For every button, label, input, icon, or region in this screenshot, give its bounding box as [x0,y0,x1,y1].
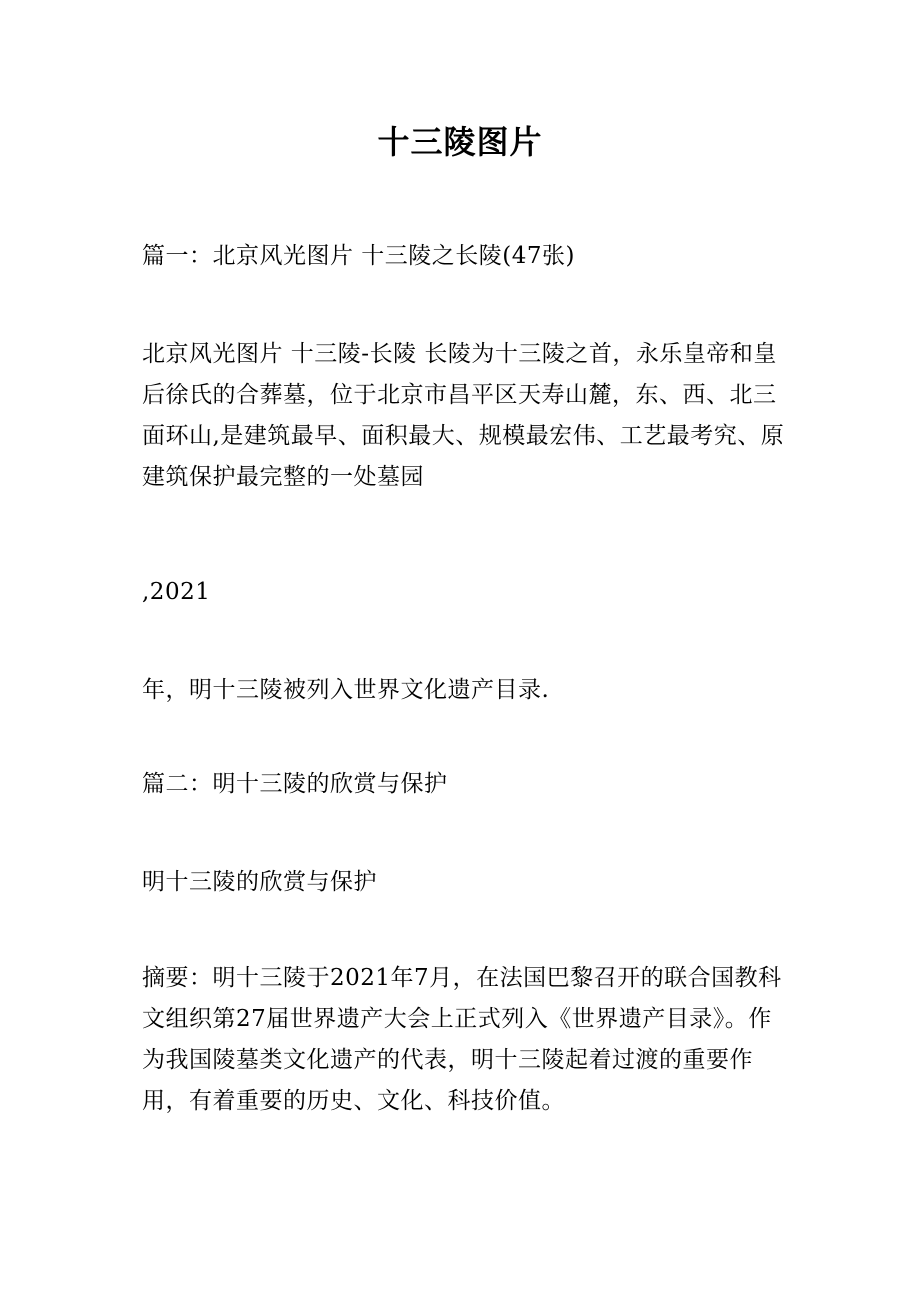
section-heading-2: 篇二：明十三陵的欣赏与保护 [142,771,448,797]
abstract-paragraph: 摘要：明十三陵于2021年7月，在法国巴黎召开的联合国教科文组织第27届世界遗产大会上正式列入《世界遗产目录》。作为我国陵墓类文化遗产的代表，明十三陵起着过渡的重要作用，有着重要的历史、文化、科技价值。 [142,965,782,1114]
section-2-subtitle: 明十三陵的欣赏与保护 [142,869,377,895]
heritage-listing-sentence: 年，明十三陵被列入世界文化遗产目录. [142,677,550,703]
section-heading-1: 篇一：北京风光图片 十三陵之长陵(47张) [142,243,576,269]
year-fragment: ,2021 [142,579,211,605]
document-title: 十三陵图片 [377,123,543,161]
section-1-body: 北京风光图片 十三陵-长陵 长陵为十三陵之首，永乐皇帝和皇后徐氏的合葬墓，位于北京市昌平区天寿山麓，东、西、北三面环山,是建筑最早、面积最大、规模最宏伟、工艺最考究、原建筑保护最完整的一处墓园 [142,341,785,490]
